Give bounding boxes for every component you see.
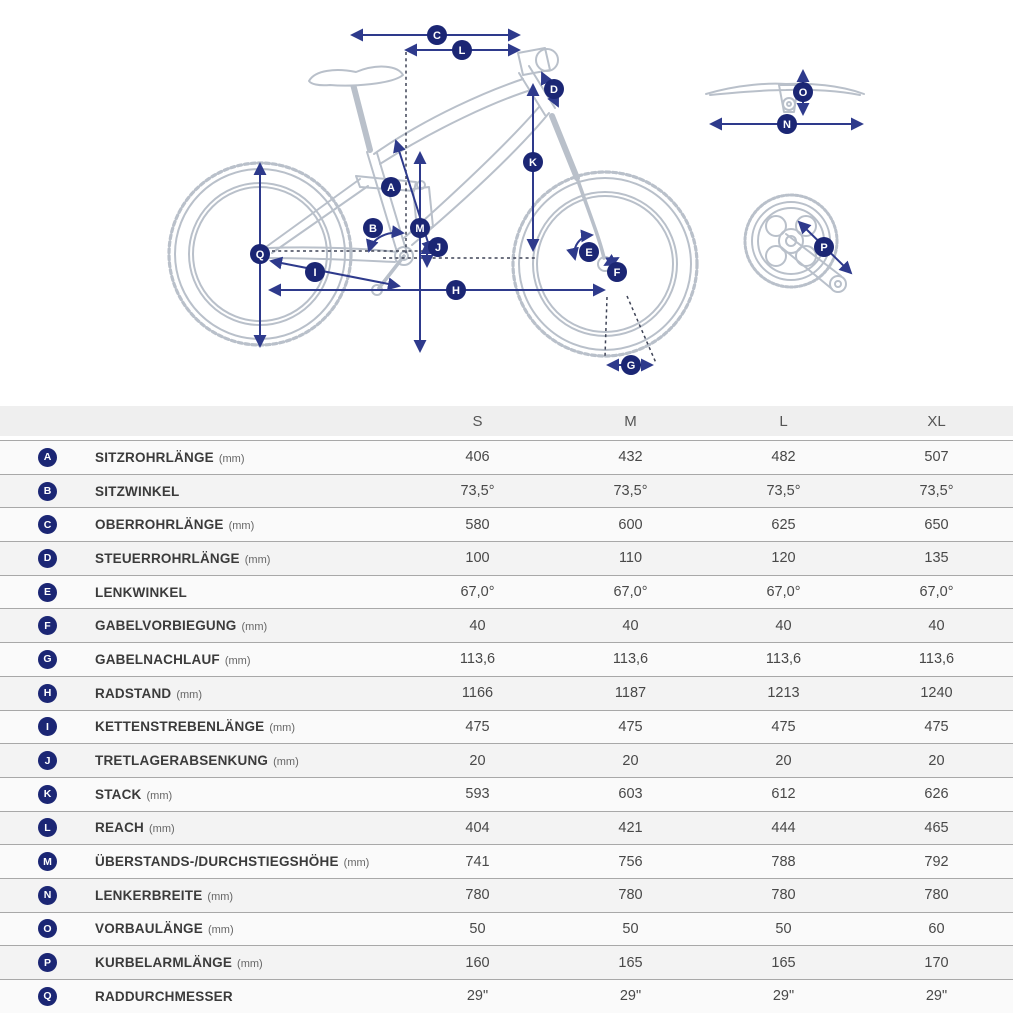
row-label: SITZROHRLÄNGE	[95, 449, 214, 465]
table-row	[0, 912, 1013, 946]
table-row	[0, 474, 1013, 508]
row-unit: (mm)	[207, 890, 234, 903]
row-value-xl: 507	[924, 449, 949, 466]
row-marker-badge	[38, 448, 57, 467]
row-value-xl: 135	[924, 550, 949, 567]
svg-text:J: J	[434, 242, 442, 254]
row-value-xl: 650	[924, 516, 949, 533]
row-value-xl: 170	[924, 954, 949, 971]
diagram-marker-a	[381, 177, 401, 197]
row-marker-letter: Q	[43, 990, 52, 1003]
row-value-s: 160	[465, 954, 490, 971]
svg-text:L: L	[458, 45, 466, 57]
diagram-marker-d	[544, 79, 564, 99]
row-value-m: 73,5°	[613, 483, 648, 500]
bike-drawing	[169, 48, 864, 356]
row-marker-badge	[38, 886, 57, 905]
row-value-xl: 29"	[925, 988, 948, 1005]
row-value-m: 475	[618, 718, 643, 735]
table-body	[0, 440, 1013, 1013]
row-value-s: 50	[469, 920, 486, 937]
diagram-marker-b	[363, 218, 383, 238]
row-unit: (mm)	[224, 654, 251, 667]
row-marker-badge	[38, 549, 57, 568]
row-value-l: 67,0°	[766, 584, 801, 601]
row-label: GABELVORBIEGUNG	[95, 618, 237, 634]
row-value-s: 593	[465, 786, 490, 803]
row-marker-badge	[38, 717, 57, 736]
row-value-m: 600	[618, 516, 643, 533]
row-value-m: 50	[622, 920, 639, 937]
table-row	[0, 575, 1013, 609]
row-label: KURBELARMLÄNGE	[95, 955, 233, 971]
row-value-m: 780	[618, 887, 643, 904]
row-marker-letter: F	[44, 619, 51, 632]
row-value-s: 580	[465, 516, 490, 533]
row-marker-badge	[38, 919, 57, 938]
row-value-xl: 73,5°	[919, 483, 954, 500]
row-marker-badge	[38, 583, 57, 602]
row-value-m: 1187	[614, 685, 647, 702]
row-label: VORBAULÄNGE	[95, 921, 203, 937]
svg-text:G: G	[626, 360, 636, 372]
table-row	[0, 878, 1013, 912]
row-marker-letter: J	[44, 754, 51, 767]
row-marker-badge	[38, 616, 57, 635]
row-value-s: 741	[465, 853, 490, 870]
row-value-xl: 792	[924, 853, 949, 870]
diagram-marker-p	[814, 237, 834, 257]
row-label: KETTENSTREBENLÄNGE	[95, 719, 265, 735]
row-value-m: 603	[618, 786, 643, 803]
row-value-l: 29"	[772, 988, 795, 1005]
row-unit: (mm)	[146, 789, 173, 802]
table-row	[0, 440, 1013, 474]
table-row	[0, 743, 1013, 777]
row-value-m: 40	[622, 617, 639, 634]
row-marker-badge	[38, 785, 57, 804]
row-value-l: 40	[775, 617, 792, 634]
diagram-marker-h	[446, 280, 466, 300]
svg-text:A: A	[387, 182, 395, 194]
row-marker-badge	[38, 751, 57, 770]
row-value-l: 165	[771, 954, 796, 971]
diagram-marker-i	[305, 262, 325, 282]
row-value-xl: 1240	[920, 685, 953, 702]
row-marker-badge	[38, 953, 57, 972]
table-row	[0, 710, 1013, 744]
row-value-l: 788	[771, 853, 796, 870]
table-row	[0, 945, 1013, 979]
row-value-xl: 60	[928, 920, 945, 937]
row-label: OBERROHRLÄNGE	[95, 517, 224, 533]
row-marker-letter: G	[43, 653, 52, 666]
svg-text:F: F	[613, 267, 621, 279]
table-row	[0, 844, 1013, 878]
svg-text:E: E	[585, 247, 593, 259]
row-unit: (mm)	[273, 756, 299, 769]
row-value-xl: 626	[924, 786, 949, 803]
row-unit: (mm)	[269, 722, 296, 735]
row-unit: (mm)	[228, 520, 255, 533]
row-value-m: 432	[618, 449, 643, 466]
row-value-s: 20	[469, 752, 486, 769]
row-value-xl: 780	[924, 887, 949, 904]
row-value-l: 1213	[767, 685, 800, 702]
row-value-m: 67,0°	[613, 584, 648, 601]
row-value-m: 165	[618, 954, 643, 971]
row-value-m: 421	[618, 819, 643, 836]
row-value-m: 20	[622, 752, 639, 769]
svg-text:Q: Q	[255, 249, 265, 261]
row-value-xl: 475	[924, 718, 949, 735]
row-marker-letter: B	[43, 485, 52, 498]
row-marker-letter: O	[43, 922, 52, 935]
row-value-xl: 20	[928, 752, 945, 769]
row-value-xl: 67,0°	[919, 584, 954, 601]
table-row	[0, 979, 1013, 1013]
row-label: SITZWINKEL	[95, 483, 180, 499]
row-value-l: 475	[771, 718, 796, 735]
reference-lines	[272, 52, 656, 363]
row-label: RADDURCHMESSER	[95, 988, 233, 1004]
row-value-s: 67,0°	[460, 584, 495, 601]
row-value-m: 110	[618, 550, 643, 567]
row-value-l: 50	[775, 920, 792, 937]
row-value-s: 29"	[466, 988, 489, 1005]
handlebar-diagram	[706, 84, 864, 112]
diagram-marker-c	[427, 25, 447, 45]
size-column-header-s: S	[472, 412, 483, 430]
table-row	[0, 541, 1013, 575]
row-value-l: 625	[771, 516, 796, 533]
row-unit: (mm)	[176, 688, 203, 701]
row-label: LENKWINKEL	[95, 584, 187, 600]
svg-text:P: P	[820, 242, 828, 254]
row-unit: (mm)	[244, 553, 271, 566]
svg-text:C: C	[433, 30, 441, 42]
row-value-xl: 113,6	[918, 651, 955, 668]
row-value-l: 73,5°	[766, 483, 801, 500]
row-marker-badge	[38, 987, 57, 1006]
svg-text:N: N	[783, 119, 791, 131]
diagram-marker-q	[250, 244, 270, 264]
row-value-xl: 40	[928, 617, 945, 634]
row-value-l: 780	[771, 887, 796, 904]
row-marker-badge	[38, 515, 57, 534]
row-marker-letter: L	[44, 821, 51, 834]
size-column-header-xl: XL	[927, 412, 946, 430]
row-label: STEUERROHRLÄNGE	[95, 550, 240, 566]
geometry-table	[0, 406, 1013, 1013]
geometry-diagram	[0, 0, 1013, 406]
bike-diagram-svg	[0, 0, 1013, 406]
row-label: ÜBERSTANDS-/DURCHSTIEGSHÖHE	[95, 854, 339, 870]
table-row	[0, 642, 1013, 676]
row-value-l: 113,6	[765, 651, 802, 668]
svg-text:D: D	[550, 84, 558, 96]
row-marker-letter: K	[43, 788, 52, 801]
row-unit: (mm)	[343, 857, 370, 870]
size-column-header-m: M	[624, 412, 637, 430]
row-marker-letter: M	[43, 855, 52, 868]
row-unit: (mm)	[207, 924, 234, 937]
row-value-l: 612	[771, 786, 796, 803]
row-label: STACK	[95, 786, 142, 802]
row-unit: (mm)	[237, 958, 263, 971]
row-marker-letter: I	[46, 720, 49, 733]
row-marker-letter: H	[43, 687, 52, 700]
svg-text:I: I	[313, 267, 317, 279]
row-marker-badge	[38, 852, 57, 871]
row-value-m: 29"	[619, 988, 642, 1005]
row-value-xl: 465	[924, 819, 949, 836]
svg-text:M: M	[415, 223, 425, 235]
row-value-l: 482	[771, 449, 796, 466]
svg-text:K: K	[529, 157, 537, 169]
row-label: GABELNACHLAUF	[95, 651, 220, 667]
row-marker-badge	[38, 482, 57, 501]
row-marker-letter: E	[43, 586, 51, 599]
row-unit: (mm)	[149, 823, 175, 836]
svg-text:O: O	[798, 87, 808, 99]
row-unit: (mm)	[241, 621, 268, 634]
svg-text:B: B	[369, 223, 377, 235]
row-label: TRETLAGERABSENKUNG	[95, 753, 269, 769]
diagram-marker-n	[777, 114, 797, 134]
diagram-marker-e	[579, 242, 599, 262]
row-label: REACH	[95, 820, 145, 836]
row-value-s: 73,5°	[460, 483, 495, 500]
size-column-header-l: L	[779, 412, 788, 430]
row-value-l: 120	[771, 550, 796, 567]
diagram-marker-g	[621, 355, 641, 375]
diagram-marker-o	[793, 82, 813, 102]
row-marker-badge	[38, 650, 57, 669]
row-value-l: 444	[771, 819, 796, 836]
table-row	[0, 507, 1013, 541]
row-marker-letter: C	[43, 518, 52, 531]
row-unit: (mm)	[218, 452, 245, 465]
row-label: RADSTAND	[95, 685, 172, 701]
diagram-marker-m	[410, 218, 430, 238]
row-value-m: 756	[618, 853, 643, 870]
row-value-s: 475	[465, 718, 490, 735]
size-header-row	[0, 406, 1013, 436]
row-value-s: 1166	[461, 685, 494, 702]
row-marker-badge	[38, 684, 57, 703]
row-value-s: 404	[465, 819, 490, 836]
diagram-marker-f	[607, 262, 627, 282]
diagram-marker-k	[523, 152, 543, 172]
row-marker-badge	[38, 818, 57, 837]
row-value-s: 100	[465, 550, 490, 567]
row-value-s: 406	[465, 449, 490, 466]
diagram-marker-l	[452, 40, 472, 60]
table-row	[0, 811, 1013, 845]
row-value-m: 113,6	[612, 651, 649, 668]
row-marker-letter: A	[43, 451, 52, 464]
row-marker-letter: D	[43, 552, 52, 565]
row-value-s: 780	[465, 887, 490, 904]
row-label: LENKERBREITE	[95, 887, 203, 903]
diagram-marker-j	[428, 237, 448, 257]
row-value-s: 113,6	[459, 651, 496, 668]
table-row	[0, 676, 1013, 710]
row-marker-letter: N	[43, 889, 52, 902]
table-row	[0, 777, 1013, 811]
row-marker-letter: P	[43, 956, 51, 969]
svg-text:H: H	[452, 285, 460, 297]
row-value-s: 40	[469, 617, 486, 634]
table-row	[0, 608, 1013, 642]
row-value-l: 20	[775, 752, 792, 769]
